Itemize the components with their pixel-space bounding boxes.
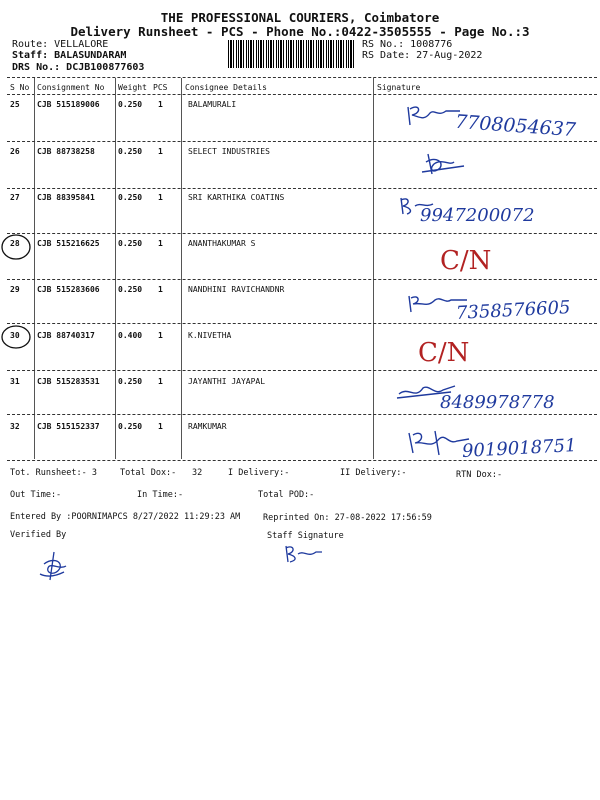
row-sno: 28 (10, 239, 20, 248)
row-consignee: SELECT INDUSTRIES (188, 147, 270, 156)
row-consignment: CJB 515189006 (37, 100, 100, 109)
tot-runsheet: Tot. Runsheet:- 3 (10, 468, 97, 478)
row-sno: 29 (10, 285, 20, 294)
out-time: Out Time:- (10, 490, 62, 500)
row-sno: 26 (10, 147, 20, 156)
row-consignee: K.NIVETHA (188, 331, 232, 340)
barcode (228, 40, 356, 68)
row-consignee: RAMKUMAR (188, 422, 227, 431)
rs-date: RS Date: 27-Aug-2022 (362, 50, 483, 61)
row-rule (7, 279, 597, 280)
signature-phone-29: 7358576605 (455, 297, 572, 324)
row-sno: 27 (10, 193, 20, 202)
row-pcs: 1 (158, 100, 163, 109)
row-pcs: 1 (158, 377, 163, 386)
drs-number: DRS No.: DCJB100877603 (12, 62, 145, 73)
row-rule (7, 323, 597, 324)
row-weight: 0.250 (118, 239, 143, 248)
rs-number: RS No.: 1008776 (362, 39, 453, 50)
row-weight: 0.250 (118, 285, 143, 294)
ii-delivery: II Delivery:- (340, 468, 407, 478)
row-consignment: CJB 88740317 (37, 331, 95, 340)
company-title: THE PROFESSIONAL COURIERS, Coimbatore (160, 10, 440, 25)
row-pcs: 1 (158, 239, 163, 248)
signature-phone-31: 8489978778 (440, 392, 555, 413)
row-weight: 0.250 (118, 193, 143, 202)
row-consignment: CJB 515283531 (37, 377, 100, 386)
rtn-dox: RTN Dox:- (456, 470, 503, 480)
i-delivery: I Delivery:- (228, 468, 290, 478)
col-signature: Signature (377, 83, 421, 92)
row-pcs: 1 (158, 331, 163, 340)
row-rule (7, 414, 597, 415)
row-sno: 31 (10, 377, 20, 386)
staff-label: Staff: BALASUNDARAM (12, 50, 127, 61)
reprinted-on: Reprinted On: 27-08-2022 17:56:59 (263, 513, 432, 523)
col-consignment: Consignment No (37, 83, 105, 92)
row-weight: 0.250 (118, 100, 143, 109)
cn-mark-30: C/N (418, 338, 470, 368)
col-consignee: Consignee Details (185, 83, 267, 92)
col-divider (373, 78, 374, 459)
row-sno: 25 (10, 100, 20, 109)
row-consignee: NANDHINI RAVICHANDNR (188, 285, 285, 294)
handwritten-circle-marks (0, 230, 36, 350)
row-pcs: 1 (158, 193, 163, 202)
row-consignee: BALAMURALI (188, 100, 237, 109)
row-rule (7, 370, 597, 371)
total-dox-label: Total Dox:- (120, 468, 177, 478)
row-consignment: CJB 515283606 (37, 285, 100, 294)
row-pcs: 1 (158, 147, 163, 156)
row-pcs: 1 (158, 422, 163, 431)
row-weight: 0.250 (118, 377, 143, 386)
row-consignment: CJB 88395841 (37, 193, 95, 202)
col-divider (181, 78, 182, 459)
signature-phone-25: 7708054637 (454, 110, 577, 142)
row-consignee: JAYANTHI JAYAPAL (188, 377, 266, 386)
row-sno: 32 (10, 422, 20, 431)
header-top-rule (7, 77, 597, 78)
row-weight: 0.250 (118, 422, 143, 431)
total-dox-value: 32 (192, 468, 203, 478)
verified-signature (36, 548, 76, 584)
signature-phone-27: 9947200072 (420, 205, 535, 226)
route-label: Route: VELLALORE (12, 39, 109, 50)
staff-signature-label: Staff Signature (267, 531, 344, 541)
row-consignment: CJB 88738258 (37, 147, 95, 156)
signature-phone-32: 9019018751 (461, 435, 578, 462)
in-time: In Time:- (137, 490, 184, 500)
entered-by: Entered By :POORNIMAPCS 8/27/2022 11:29:23 AM (10, 512, 241, 522)
row-rule (7, 188, 597, 189)
verified-by: Verified By (10, 530, 67, 540)
col-divider (115, 78, 116, 459)
runsheet-subtitle: Delivery Runsheet - PCS - Phone No.:0422-3505555 - Page No.:3 (70, 24, 530, 39)
row-consignment: CJB 515152337 (37, 422, 100, 431)
row-weight: 0.400 (118, 331, 143, 340)
row-weight: 0.250 (118, 147, 143, 156)
cn-mark-28: C/N (440, 246, 492, 276)
staff-signature (280, 542, 326, 568)
row-consignee: ANANTHAKUMAR S (188, 239, 256, 248)
row-consignment: CJB 515216625 (37, 239, 100, 248)
total-pod: Total POD:- (258, 490, 315, 500)
col-pcs: PCS (153, 83, 168, 92)
row-consignee: SRI KARTHIKA COATINS (188, 193, 285, 202)
col-weight: Weight (118, 83, 147, 92)
row-rule (7, 233, 597, 234)
row-sno: 30 (10, 331, 20, 340)
row-pcs: 1 (158, 285, 163, 294)
col-sno: S No (10, 83, 30, 92)
signature-row-26 (420, 148, 480, 180)
table-bottom-rule (7, 460, 597, 461)
